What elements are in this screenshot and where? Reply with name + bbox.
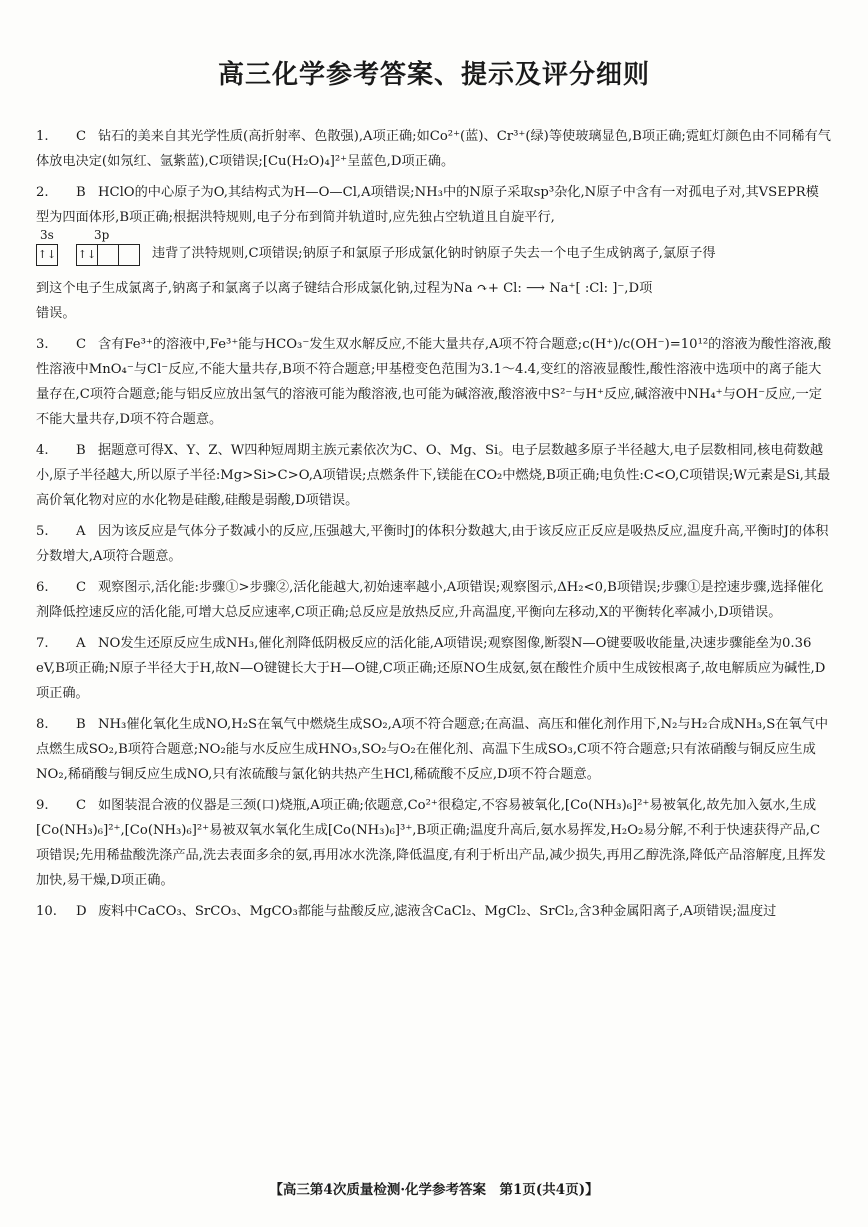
orbital-diagram-row xyxy=(36,230,832,280)
item-number: 3. xyxy=(36,337,49,352)
item-number: 8. xyxy=(36,717,49,732)
item-answer: B xyxy=(76,717,86,732)
item-explanation: NO发生还原反应生成NH₃,催化剂降低阴极反应的活化能,A项错误;观察图像,断裂N—O键要吸收能量,决速步骤能垒为0.36 eV,B项正确;N原子半径大于H,故N—O键键长大于H—O键,C项正确;还原NO生成氨,氨在酸性介质中生成铵根离子,故电解质应为碱性,D项正确。 xyxy=(36,636,826,701)
orbital-explanation: 违背了洪特规则,C项错误;钠原子和氯原子形成氯化钠时钠原子失去一个电子生成钠离子,氯原子得 xyxy=(152,246,716,261)
item-answer: B xyxy=(76,443,86,458)
item-number: 2. xyxy=(36,185,49,200)
item-number: 10. xyxy=(36,904,57,919)
answer-item-9 xyxy=(36,793,832,893)
item-answer: C xyxy=(76,129,87,144)
item-number: 9. xyxy=(36,798,49,813)
item-explanation: 观察图示,活化能:步骤①>步骤②,活化能越大,初始速率越小,A项错误;观察图示,ΔH₂<0,B项错误;步骤①是控速步骤,选择催化剂降低控速反应的活化能,可增大总反应速率,C项正确;总反应是放热反应,升高温度,平衡向左移动,X的平衡转化率减小,D项错误。 xyxy=(36,580,824,620)
item-answer: C xyxy=(76,798,87,813)
item-explanation: 据题意可得X、Y、Z、W四种短周期主族元素依次为C、O、Mg、Si。电子层数越多原子半径越大,电子层数相同,核电荷数越小,原子半径越大,所以原子半径:Mg>Si>C>O,A项错误;点燃条件下,镁能在CO₂中燃烧,B项正确;电负性:C<O,C项错误;W元素是Si,其最高价氧化物对应的水化物是硅酸,硅酸是弱酸,D项错误。 xyxy=(36,443,831,508)
item-number: 6. xyxy=(36,580,49,595)
orbital-cell xyxy=(98,245,119,265)
item-answer: A xyxy=(76,636,86,651)
orbital-box-3p xyxy=(76,244,140,266)
orbital-label-3s: 3s xyxy=(40,228,54,242)
orbital-cell xyxy=(119,245,139,265)
answer-item-7 xyxy=(36,631,832,706)
item-answer: A xyxy=(76,524,86,539)
page-footer: 【高三第4次质量检测·化学参考答案 第1页(共4页)】 xyxy=(269,1182,599,1198)
item-answer: D xyxy=(76,904,87,919)
item-explanation: 钻石的美来自其光学性质(高折射率、色散强),A项正确;如Co²⁺(蓝)、Cr³⁺(绿)等使玻璃显色,B项正确;霓虹灯颜色由不同稀有气体放电决定(如氖红、氩紫蓝),C项错误;[Cu(H₂O)₄]²⁺呈蓝色,D项正确。 xyxy=(36,129,831,169)
answer-item-1 xyxy=(36,124,832,174)
item-answer: C xyxy=(76,337,87,352)
item-answer: C xyxy=(76,580,87,595)
answer-item-6 xyxy=(36,575,832,625)
answer-item-2-continued xyxy=(36,276,832,326)
answer-item-2 xyxy=(36,180,832,230)
orbital-label-3p: 3p xyxy=(94,228,110,242)
page-title: 高三化学参考答案、提示及评分细则 xyxy=(217,60,650,90)
answer-item-4 xyxy=(36,438,832,513)
answer-list xyxy=(36,124,832,930)
ionic-bond-formation-text: 到这个电子生成氯离子,钠离子和氯离子以离子键结合形成氯化钠,过程为Na ↷+ Cl: ⟶ Na⁺[ :Cl: ]⁻,D项 xyxy=(36,281,653,296)
answer-item-5 xyxy=(36,519,832,569)
item-explanation: HClO的中心原子为O,其结构式为H—O—Cl,A项错误;NH₃中的N原子采取sp³杂化,N原子中含有一对孤电子对,其VSEPR模型为四面体形,B项正确;根据洪特规则,电子分布到简并轨道时,应先独占空轨道且自旋平行, xyxy=(36,185,819,225)
answer-item-8 xyxy=(36,712,832,787)
item-explanation: NH₃催化氧化生成NO,H₂S在氧气中燃烧生成SO₂,A项不符合题意;在高温、高压和催化剂作用下,N₂与H₂合成NH₃,S在氧气中点燃生成SO₂,B项符合题意;NO₂能与水反应生成HNO₃,SO₂与O₂在催化剂、高温下生成SO₃,C项不符合题意;只有浓硝酸与铜反应生成NO₂,稀硝酸与铜反应生成NO,只有浓硫酸与氯化钠共热产生HCl,稀硫酸不反应,D项不符合题意。 xyxy=(36,717,829,782)
answer-item-3 xyxy=(36,332,832,432)
orbital-cell: ↑↓ xyxy=(37,248,57,261)
item-explanation: 含有Fe³⁺的溶液中,Fe³⁺能与HCO₃⁻发生双水解反应,不能大量共存,A项不符合题意;c(H⁺)/c(OH⁻)=10¹²的溶液为酸性溶液,酸性溶液中MnO₄⁻与Cl⁻反应,不能大量共存,B项不符合题意;甲基橙变色范围为3.1～4.4,变红的溶液显酸性,酸性溶液中选项中的离子能大量存在,C项符合题意;能与铝反应放出氢气的溶液可能为酸溶液,也可能为碱溶液,酸溶液中S²⁻与H⁺反应,碱溶液中NH₄⁺与OH⁻反应,一定不能大量共存,D项不符合题意。 xyxy=(36,337,832,427)
orbital-cell: ↑↓ xyxy=(77,245,98,265)
item-explanation: 如图装混合液的仪器是三颈(口)烧瓶,A项正确;依题意,Co²⁺很稳定,不容易被氧化,[Co(NH₃)₆]²⁺易被氧化,故先加入氨水,生成[Co(NH₃)₆]²⁺,[Co(NH₃)₆]²⁺易被双氧水氧化生成[Co(NH₃)₆]³⁺,B项正确;温度升高后,氨水易挥发,H₂O₂易分解,不利于快速获得产品,C项错误;先用稀盐酸洗涤产品,洗去表面多余的氨,再用冰水洗涤,降低温度,有利于析出产品,减少损失,再用乙醇洗涤,降低产品溶解度,且挥发加快,易干燥,D项正确。 xyxy=(36,798,826,888)
answer-item-10 xyxy=(36,899,832,924)
item-number: 5. xyxy=(36,524,49,539)
item-explanation: 因为该反应是气体分子数减小的反应,压强越大,平衡时J的体积分数越大,由于该反应正反应是吸热反应,温度升高,平衡时J的体积分数增大,A项符合题意。 xyxy=(36,524,829,564)
item-number: 4. xyxy=(36,443,49,458)
item-answer: B xyxy=(76,185,86,200)
item-number: 1. xyxy=(36,129,49,144)
orbital-box-3s xyxy=(36,244,58,266)
item-explanation: 废料中CaCO₃、SrCO₃、MgCO₃都能与盐酸反应,滤液含CaCl₂、MgCl₂、SrCl₂,含3种金属阳离子,A项错误;温度过 xyxy=(98,904,777,919)
item-conclusion: 错误。 xyxy=(36,306,76,321)
item-number: 7. xyxy=(36,636,49,651)
